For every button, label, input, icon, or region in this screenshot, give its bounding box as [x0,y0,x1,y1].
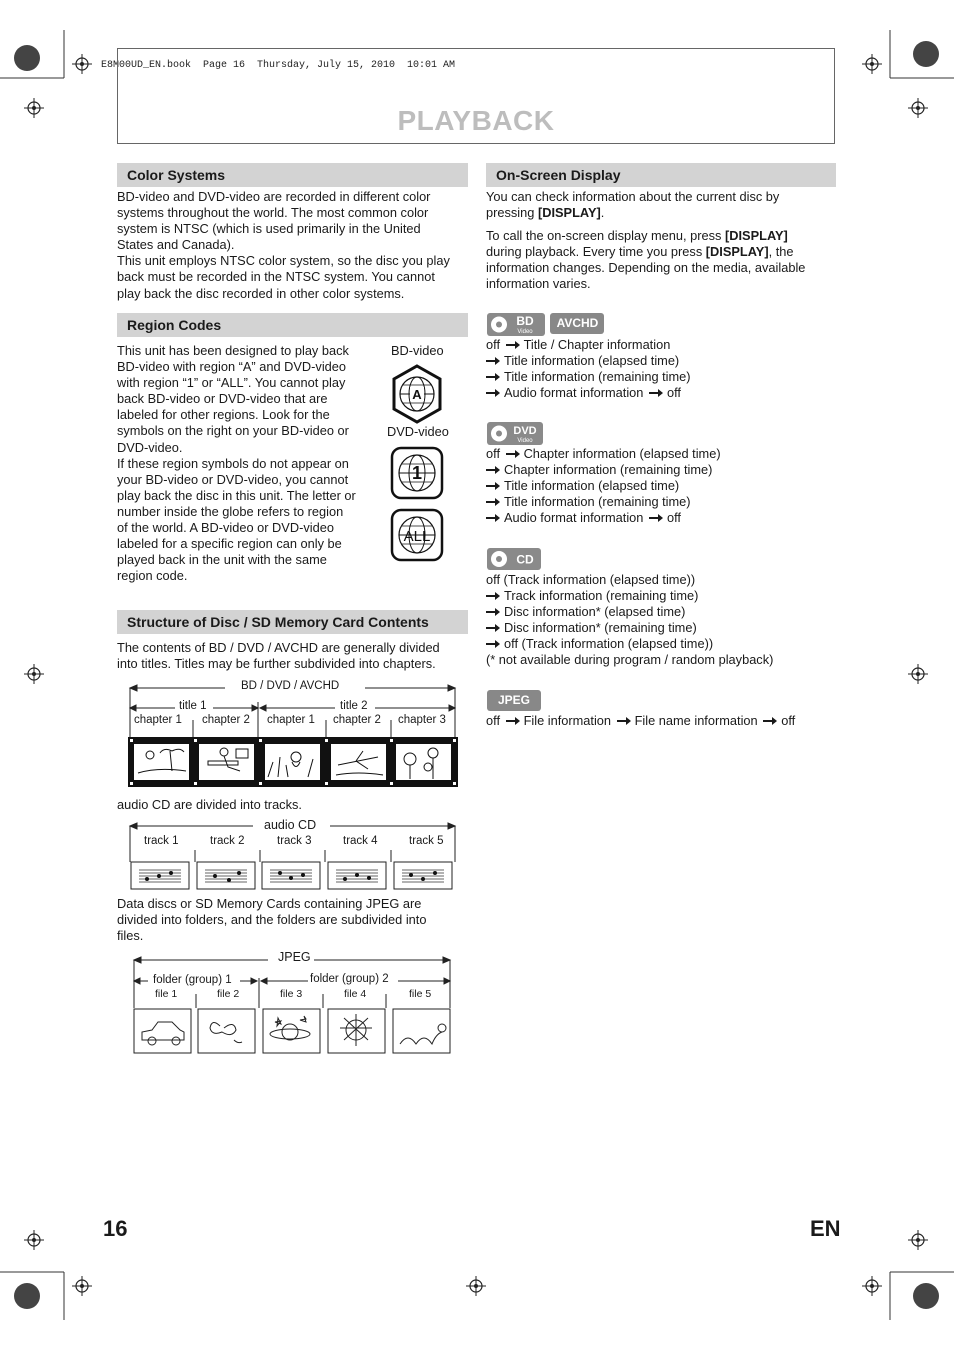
jpeg-badge-wrap [487,690,541,711]
file-label: file 1 [155,988,178,1000]
text-line [486,462,721,478]
bd-osd-sequence [486,337,691,401]
dvd-osd-sequence [486,446,721,526]
display-key: [DISPLAY] [705,244,769,260]
registration-mark-icon [72,54,92,74]
title-1-label: title 1 [179,700,207,712]
cd-structure-diagram [125,818,460,893]
file-label: file 3 [280,988,303,1000]
chapter-label: chapter 1 [267,714,315,726]
file-label: file 4 [344,988,367,1000]
jpeg-intro [117,896,469,944]
text-span: pressing [486,205,538,221]
text-line [486,337,691,353]
arrow-right-icon [486,514,500,522]
region-1-number: 1 [411,463,423,483]
arrow-right-icon [486,498,500,506]
arrow-right-icon [486,592,500,600]
registration-mark-icon [24,1230,44,1250]
book-header: E8M00UD_EN.book Page 16 Thursday, July 15, 2010 10:01 AM [101,60,456,71]
jpeg-diagram-lines [128,948,458,1058]
text-line [486,713,795,729]
text-line: with region “1” or “ALL”. You cannot play [117,375,346,391]
text-span: Audio format information [504,510,644,526]
registration-mark-icon [862,54,882,74]
track-label: track 5 [409,835,444,847]
text-span: Title information (elapsed time) [504,478,680,494]
text-line: If these region symbols do not appear on [117,455,349,471]
osd-heading: On-Screen Display [486,163,836,187]
bd-video-badge-icon [487,313,545,336]
bd-video-label: BD-video [391,343,444,358]
track-label: track 4 [343,835,378,847]
text-line: information varies. [486,276,591,292]
text-line [486,588,773,604]
text-line: your BD-video or DVD-video, you cannot [117,471,349,487]
text-span: Disc information* (remaining time) [504,620,697,636]
text-span: off [486,446,500,461]
text-span: Title information (elapsed time) [504,353,680,369]
cd-badge-icon [487,548,541,570]
text-span: off [486,337,500,352]
text-span: , the [768,244,794,260]
text-line [486,620,773,636]
structure-heading: Structure of Disc / SD Memory Card Contents [117,610,468,634]
text-line [486,244,836,260]
text-span: File name information [634,713,758,728]
folder-2-label: folder (group) 2 [310,973,389,985]
registration-mark-icon [72,1276,92,1296]
arrow-right-icon [649,514,663,522]
color-systems-heading: Color Systems [117,163,468,187]
text-line [486,446,721,462]
display-key: [DISPLAY] [725,228,788,244]
text-line: Data discs or SD Memory Cards containing JPEG are [117,896,422,911]
text-line [486,205,836,221]
text-line: play back the disc in this unit. The letter or [117,487,356,503]
text-span: Title / Chapter information [523,337,671,352]
text-line: number inside the globe refers to region [117,503,344,519]
text-span: Title information (remaining time) [504,369,691,385]
dvd-badge-sub: Video [517,438,533,444]
registration-mark-icon [862,1276,882,1296]
text-line: This unit has been designed to play back [117,343,349,358]
text-line: labeled for a specific region can only be [117,536,342,552]
jpeg-structure-diagram [128,948,458,1058]
arrow-right-icon [486,608,500,616]
text-line: region code. [117,568,188,584]
osd-intro [486,189,836,293]
arrow-right-icon [486,357,500,365]
arrow-right-icon [486,640,500,648]
text-line [486,510,721,526]
text-line: back BD-video or DVD-video that are [117,391,328,407]
chapter-label: chapter 2 [333,714,381,726]
file-label: file 2 [217,988,240,1000]
chapter-label: chapter 1 [134,714,182,726]
file-label: file 5 [409,988,432,1000]
bd-badge-sub: Video [517,329,533,335]
color-systems-text [117,189,469,302]
dvd-video-badge-icon [487,422,543,445]
text-line: of the world. A BD-video or DVD-video [117,520,334,536]
text-line: (* not available during program / random playback) [486,652,774,668]
language-code: EN [810,1216,841,1241]
text-line [486,494,721,510]
page-number: 16 [103,1216,128,1241]
arrow-right-icon [486,624,500,632]
text-line: labeled for other regions. Look for the [117,407,330,423]
page-title-box [117,48,835,144]
dvd-badge-text: DVD [513,425,537,437]
registration-mark-icon [466,1276,486,1296]
text-line: The contents of BD / DVD / AVCHD are generally divided [117,640,440,655]
cd-diagram-label: audio CD [264,818,317,832]
text-line: symbols on the right on your BD-video or [117,423,349,439]
page-title: PLAYBACK [397,105,555,136]
bd-structure-diagram [125,680,460,790]
text-span: off [666,510,681,526]
text-line: BD-video and DVD-video are recorded in different color [117,189,431,204]
text-line: off (Track information (elapsed time)) [486,572,696,587]
arrow-right-icon [486,482,500,490]
dvd-video-label: DVD-video [387,424,449,439]
track-label: track 2 [210,835,245,847]
cd-badge-text: CD [516,552,534,567]
text-line: BD-video with region “A” and DVD-video [117,359,347,375]
text-line [486,385,691,401]
text-line: played back in the unit with the same [117,552,327,568]
text-span: File information [523,713,612,728]
arrow-right-icon [486,373,500,381]
text-span: during playback. Every time you press [486,244,706,260]
registration-mark-icon [24,664,44,684]
text-line: You can check information about the current disc by [486,189,780,204]
text-line: divided into folders, and the folders are subdivided into [117,912,427,928]
region-all-symbol-icon [390,508,444,562]
chapter-label: chapter 3 [398,714,446,726]
arrow-right-icon [506,450,520,458]
text-span: Track information (remaining time) [504,588,699,604]
arrow-right-icon [617,717,631,725]
text-line: back must be recorded in the NTSC system. You cannot [117,269,435,285]
text-line: systems throughout the world. The most common color [117,205,429,221]
text-span: Chapter information (remaining time) [504,462,713,478]
text-line [486,636,773,652]
chapter-label: chapter 2 [202,714,250,726]
region-all-text: ALL [403,528,431,545]
avchd-badge: AVCHD [550,313,604,334]
arrow-right-icon [506,717,520,725]
text-line [486,478,721,494]
text-span: off [486,713,500,728]
text-line [486,604,773,620]
text-line: files. [117,928,144,944]
text-line: system is NTSC (which is used primarily in the United [117,221,421,237]
bd-avchd-badges [487,313,604,336]
bd-badge-text: BD [516,314,534,328]
arrow-right-icon [486,466,500,474]
title-2-label: title 2 [340,700,368,712]
text-span: Title information (remaining time) [504,494,691,510]
text-span: off [781,713,796,728]
bd-diagram-label: BD / DVD / AVCHD [241,680,340,692]
jpeg-osd-sequence [486,713,795,729]
jpeg-badge: JPEG [487,690,541,711]
text-span: off (Track information (elapsed time)) [504,636,714,652]
track-label: track 3 [277,835,312,847]
region-codes-text [117,343,377,584]
text-line: into titles. Titles may be further subdivided into chapters. [117,656,436,672]
registration-mark-icon [908,98,928,118]
text-line: DVD-video. [117,439,183,455]
arrow-right-icon [486,389,500,397]
film-strip-picture [128,737,458,787]
arrow-right-icon [649,389,663,397]
arrow-right-icon [763,717,777,725]
text-span: . [600,205,605,221]
region-a-letter: A [412,387,422,402]
folder-1-label: folder (group) 1 [153,974,232,986]
arrow-right-icon [506,341,520,349]
registration-mark-icon [24,98,44,118]
text-span: Audio format information [504,385,644,401]
text-line: information changes. Depending on the media, available [486,260,806,276]
region-a-symbol-icon [390,364,444,424]
text-line [486,353,691,369]
text-span: off [666,385,681,401]
display-key: [DISPLAY] [537,205,601,221]
registration-mark-icon [908,1230,928,1250]
cd-osd-sequence [486,572,773,669]
structure-intro [117,640,469,672]
jpeg-diagram-label: JPEG [278,950,311,964]
text-span: To call the on-screen display menu, press [486,228,725,244]
region-codes-heading: Region Codes [117,313,468,337]
track-label: track 1 [144,835,179,847]
text-line [486,369,691,385]
text-line [486,228,836,244]
text-line: States and Canada). [117,237,235,253]
text-line: play back the disc recorded in other color systems. [117,285,405,301]
text-line: This unit employs NTSC color system, so the disc you play [117,253,450,269]
region-1-symbol-icon [390,446,444,500]
text-span: Disc information* (elapsed time) [504,604,686,620]
registration-mark-icon [908,664,928,684]
cd-intro: audio CD are divided into tracks. [117,797,302,812]
text-span: Chapter information (elapsed time) [523,446,721,461]
